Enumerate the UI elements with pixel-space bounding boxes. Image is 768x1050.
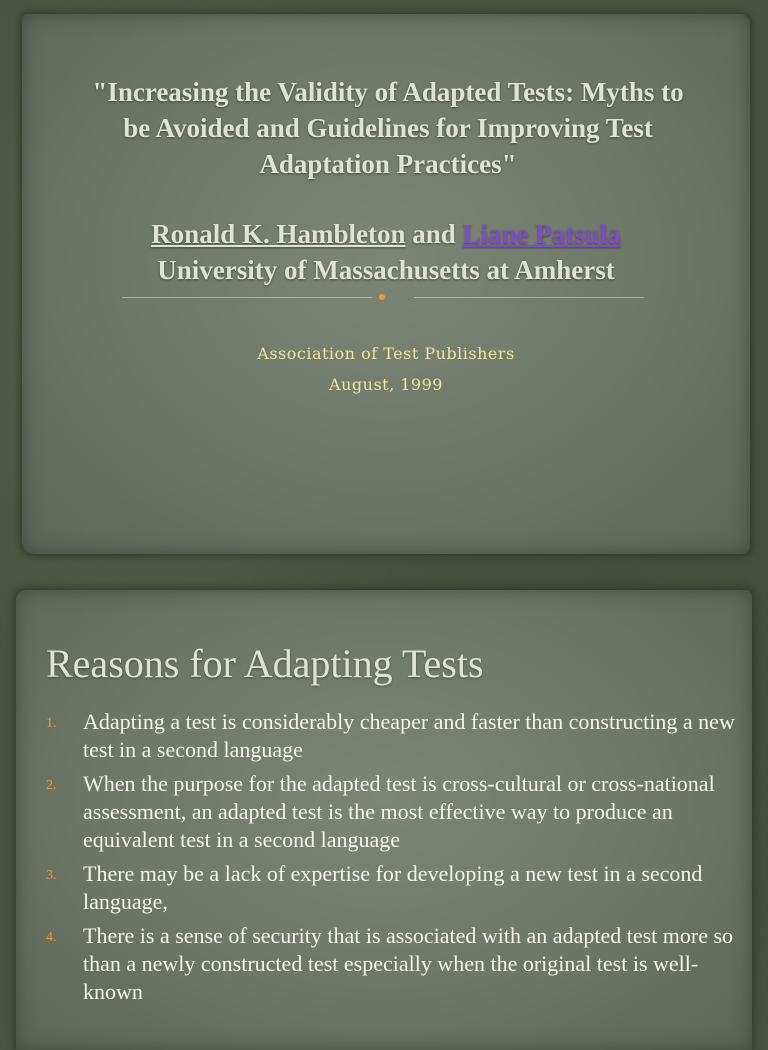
university-name: University of Massachusetts at Amherst — [157, 255, 615, 285]
list-number: 1. — [46, 716, 57, 731]
reasons-list — [46, 708, 736, 1012]
authors-line — [22, 216, 750, 252]
list-number: 4. — [46, 930, 57, 945]
list-item — [46, 708, 736, 764]
organization-text: Association of Test Publishers — [257, 344, 515, 363]
and-text: and — [412, 219, 456, 249]
list-item-text: When the purpose for the adapted test is cross-cultural or cross-national assessment, an adapted test is the most effective way to produce an equivalent test in a second language — [83, 771, 715, 852]
list-number: 3. — [46, 868, 57, 883]
title-line-3: Adaptation Practices" — [259, 149, 517, 179]
date-text: August, 1999 — [329, 375, 443, 394]
title-line-2: be Avoided and Guidelines for Improving Test — [123, 113, 653, 143]
list-item-text: There is a sense of security that is associated with an adapted test more so than a newly constructed test especially when the original test is well-known — [83, 923, 734, 1004]
list-item — [46, 860, 736, 916]
presentation-title — [58, 74, 718, 182]
author-link-hambleton[interactable]: Ronald K. Hambleton — [151, 219, 406, 249]
divider-left — [122, 297, 372, 298]
divider-right — [414, 297, 644, 298]
title-slide — [22, 14, 750, 554]
list-number: 2. — [46, 778, 57, 793]
list-item — [46, 770, 736, 854]
title-line-1: "Increasing the Validity of Adapted Tests: Myths to — [92, 77, 684, 107]
list-item — [46, 922, 736, 1006]
reasons-slide — [16, 590, 752, 1050]
author-link-patsula[interactable]: Liane Patsula — [462, 219, 621, 249]
list-item-text: There may be a lack of expertise for developing a new test in a second language, — [83, 861, 703, 914]
slide-title: Reasons for Adapting Tests — [46, 641, 484, 686]
list-item-text: Adapting a test is considerably cheaper and faster than constructing a new test in a second language — [83, 709, 735, 762]
divider-dot-icon — [379, 294, 385, 300]
